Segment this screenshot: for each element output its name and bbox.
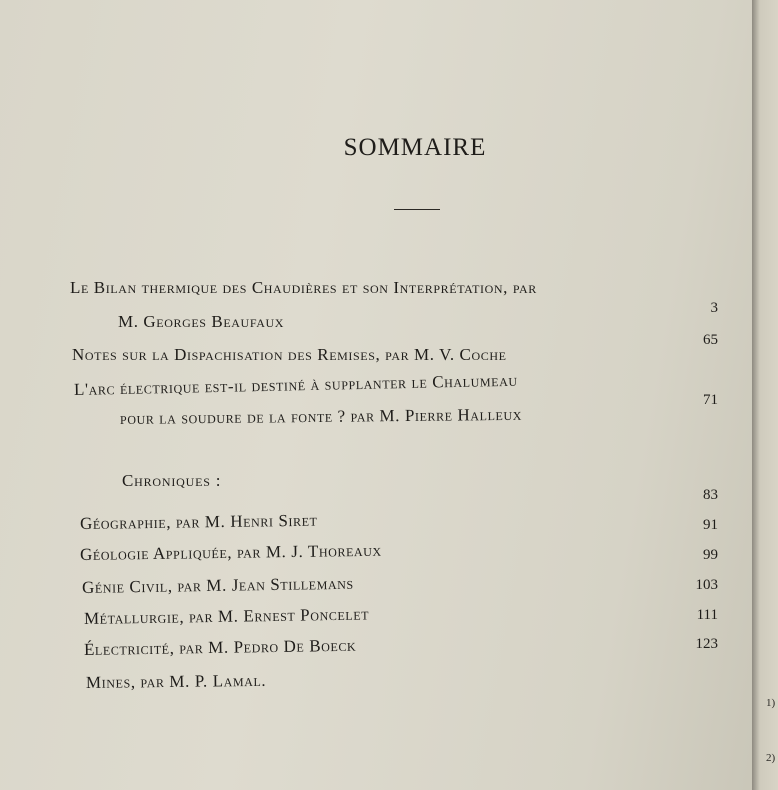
- toc-entry-1-page: 3: [710, 300, 718, 316]
- chronique-item-electricite-page: 123: [695, 636, 718, 652]
- toc-entry-3-line-2: pour la soudure de la fonte ? par M. Pierre Halleux: [119, 404, 523, 428]
- chroniques-heading: Chroniques :: [122, 471, 222, 490]
- chronique-item-geologie: Géologie Appliquée, par M. J. Thoreaux: [79, 540, 382, 564]
- toc-entry-3-line-1: L'arc électrique est-il destiné à supplanter le Chalumeau: [73, 370, 518, 399]
- toc-entry-2-page: 65: [703, 332, 718, 348]
- edge-footnote-1: 1): [766, 697, 776, 709]
- toc-entry-1-line-1: Le Bilan thermique des Chaudières et son Interprétation, par: [70, 278, 537, 297]
- toc-entry-2-line-1: Notes sur la Dispachisation des Remises, par M. V. Coche: [72, 345, 507, 364]
- chronique-item-genie-civil: Génie Civil, par M. Jean Stillemans: [81, 573, 354, 597]
- adjacent-page-edge: [752, 0, 778, 790]
- chronique-item-geologie-page: 99: [703, 547, 718, 563]
- chronique-item-electricite: Électricité, par M. Pedro De Boeck: [83, 635, 357, 659]
- chronique-item-metallurgie: Métallurgie, par M. Ernest Poncelet: [83, 604, 370, 628]
- chronique-item-metallurgie-page: 111: [696, 607, 718, 623]
- chronique-item-geographie: Géographie, par M. Henri Siret: [79, 510, 318, 533]
- chronique-item-mines: Mines, par M. P. Lamal.: [85, 670, 267, 692]
- chronique-item-geographie-page: 91: [703, 517, 718, 533]
- edge-footnote-2: 2): [766, 752, 776, 764]
- chroniques-heading-page: 83: [703, 487, 718, 503]
- toc-entry-1-line-2: M. Georges Beaufaux: [118, 312, 284, 331]
- chronique-item-genie-civil-page: 103: [695, 577, 718, 593]
- toc-entry-3-page: 71: [703, 392, 718, 408]
- title-divider: [394, 209, 440, 210]
- page-title: SOMMAIRE: [343, 134, 487, 161]
